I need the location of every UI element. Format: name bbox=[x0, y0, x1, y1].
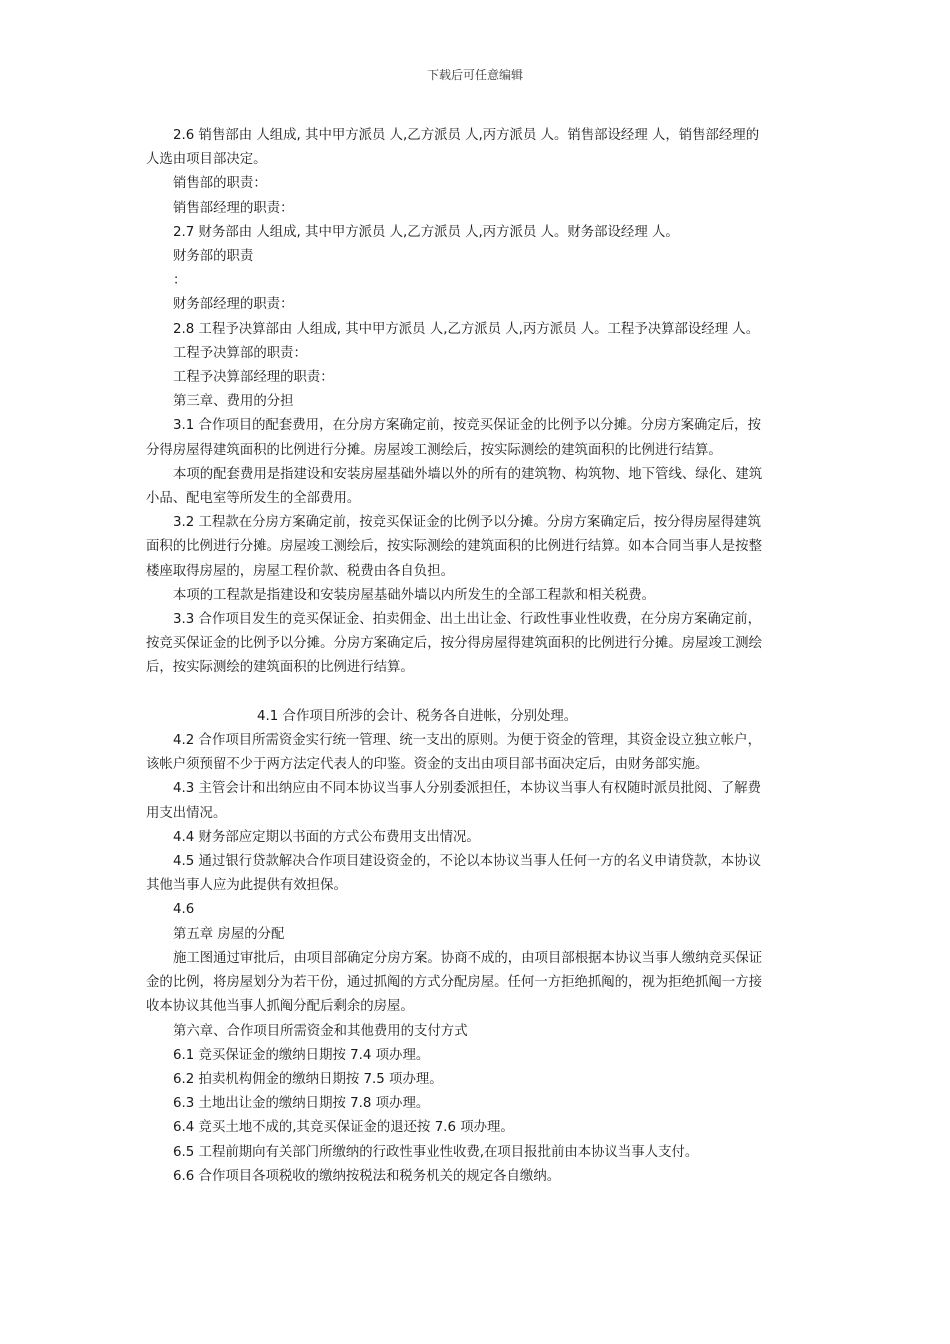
paragraph: 工程予决算部的职责： bbox=[173, 345, 307, 361]
paragraph-2-6: 2.6 销售部由 人组成, 其中甲方派员 人,乙方派员 人,丙方派员 人。销售部设经理 人，销售部经理的 人选由项目部决定。 bbox=[146, 128, 760, 168]
paragraph-3-3: 3.3 合作项目发生的竞买保证金、拍卖佣金、出土出让金、行政性事业性收费，在分房方案确定前， 按竞买保证金的比例予以分摊。分房方案确定后，按分得房屋得建筑面积的比例进行分摊。房屋竣工测绘 后，按实际测绘的建筑面积的比例进行结算。 bbox=[146, 612, 762, 676]
paragraph-6-4: 6.4 竞买土地不成的,其竞买保证金的退还按 7.6 项办理。 bbox=[173, 1120, 514, 1136]
paragraph-6-3: 6.3 土地出让金的缴纳日期按 7.8 项办理。 bbox=[173, 1096, 430, 1112]
paragraph-6-2: 6.2 拍卖机构佣金的缴纳日期按 7.5 项办理。 bbox=[173, 1071, 443, 1087]
paragraph-4-5: 4.5 通过银行贷款解决合作项目建设资金的，不论以本协议当事人任何一方的名义申请贷款，本协议 其他当事人应为此提供有效担保。 bbox=[146, 854, 761, 894]
paragraph: 财务部的职责 bbox=[173, 249, 254, 265]
paragraph: ： bbox=[173, 273, 187, 289]
paragraph: 财务部经理的职责： bbox=[173, 297, 294, 313]
blank-line bbox=[173, 681, 803, 705]
chapter-heading: 第五章 房屋的分配 bbox=[173, 926, 285, 942]
paragraph-6-6: 6.6 合作项目各项税收的缴纳按税法和税务机关的规定各自缴纳。 bbox=[173, 1168, 561, 1184]
paragraph: 工程予决算部经理的职责： bbox=[173, 370, 334, 386]
paragraph-3-1: 3.1 合作项目的配套费用，在分房方案确定前，按竞买保证金的比例予以分摊。分房方案确定后，按 分得房屋得建筑面积的比例进行分摊。房屋竣工测绘后，按实际测绘的建筑面积的比例进行结算。 bbox=[146, 418, 761, 458]
paragraph-4-4: 4.4 财务部应定期以书面的方式公布费用支出情况。 bbox=[173, 829, 480, 845]
paragraph: 施工图通过审批后，由项目部确定分房方案。协商不成的，由项目部根据本协议当事人缴纳竞买保证 金的比例，将房屋划分为若干份，通过抓阄的方式分配房屋。任何一方拒绝抓阄的，视为拒绝抓阄一方接 收本协议其他当事人抓阄分配后剩余的房屋。 bbox=[146, 950, 763, 1015]
page-header: 下载后可任意编辑 bbox=[426, 68, 523, 82]
chapter-heading: 第六章、合作项目所需资金和其他费用的支付方式 bbox=[173, 1023, 468, 1039]
paragraph-4-1: 4.1 合作项目所涉的会计、税务各自进帐，分别处理。 bbox=[257, 708, 578, 724]
paragraph-2-7: 2.7 财务部由 人组成, 其中甲方派员 人,乙方派员 人,丙方派员 人。财务部设经理 人。 bbox=[173, 224, 679, 240]
paragraph-6-5: 6.5 工程前期向有关部门所缴纳的行政性事业性收费,在项目报批前由本协议当事人支付。 bbox=[173, 1144, 699, 1160]
chapter-heading: 第三章、费用的分担 bbox=[173, 394, 294, 410]
paragraph: 本项的配套费用是指建设和安装房屋基础外墙以外的所有的建筑物、构筑物、地下管线、绿化、建筑 小品、配电室等所发生的全部费用。 bbox=[146, 466, 763, 507]
paragraph-6-1: 6.1 竞买保证金的缴纳日期按 7.4 项办理。 bbox=[173, 1047, 430, 1063]
paragraph-2-8: 2.8 工程予决算部由 人组成, 其中甲方派员 人,乙方派员 人,丙方派员 人。工程予决算部设经理 人。 bbox=[173, 321, 760, 337]
paragraph-4-2: 4.2 合作项目所需资金实行统一管理、统一支出的原则。为便于资金的管理，其资金设立独立帐户， 该帐户须预留不少于两方法定代表人的印鉴。资金的支出由项目部书面决定后，由财务部实施。 bbox=[146, 733, 761, 773]
paragraph-4-6: 4.6 bbox=[173, 902, 195, 918]
paragraph-3-2: 3.2 工程款在分房方案确定前，按竞买保证金的比例予以分摊。分房方案确定后，按分得房屋得建筑 面积的比例进行分摊。房屋竣工测绘后，按实际测绘的建筑面积的比例进行结算。如本合同当事人是按整 楼座取得房屋的，房屋工程价款、税费由各自负担。 bbox=[146, 515, 762, 579]
document-body bbox=[146, 124, 803, 1189]
paragraph: 本项的工程款是指建设和安装房屋基础外墙以内所发生的全部工程款和相关税费。 bbox=[173, 587, 656, 603]
paragraph: 销售部的职责： bbox=[173, 176, 267, 192]
paragraph-4-3: 4.3 主管会计和出纳应由不同本协议当事人分别委派担任，本协议当事人有权随时派员批阅、了解费 用支出情况。 bbox=[146, 781, 761, 821]
paragraph: 销售部经理的职责： bbox=[173, 200, 294, 216]
